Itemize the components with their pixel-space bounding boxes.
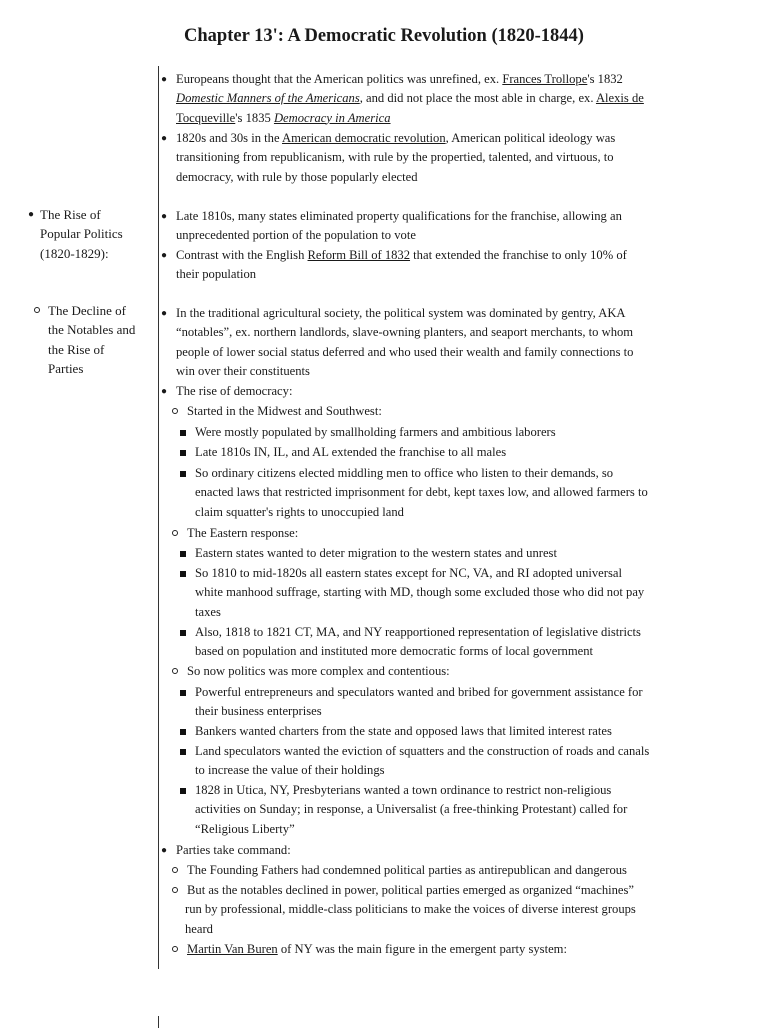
linked-term: Domestic Manners of the Americans (176, 91, 360, 106)
note-entry (195, 742, 649, 781)
note-text: to increase the value of their holdings (195, 763, 385, 778)
note-text: But as the notables declined in power, political parties emerged as organized “machines” (187, 883, 635, 897)
note-line (176, 168, 615, 187)
note-text: democracy, with rule by those popularly elected (176, 169, 418, 184)
note-line (195, 623, 641, 642)
note-line (176, 70, 644, 89)
note-line (176, 841, 291, 860)
note-text: their population (176, 267, 257, 282)
note-entry (187, 662, 450, 681)
note-text: that extended the franchise to only 10% of (410, 248, 627, 262)
note-text: win over their constituents (176, 363, 310, 378)
page-title: Chapter 13': A Democratic Revolution (1820-1844) (184, 26, 584, 46)
note-text: heard (185, 921, 213, 936)
linked-term: Democracy in America (273, 110, 391, 125)
note-entry (176, 304, 633, 381)
heading-line: Popular Politics (40, 226, 123, 242)
note-entry (176, 382, 292, 401)
note-text: unprecedented portion of the population to vote (176, 228, 416, 243)
bullet-square (180, 471, 186, 477)
note-line (176, 323, 633, 342)
note-line (187, 524, 298, 543)
note-line (176, 382, 292, 401)
note-text: So now politics was more complex and contentious: (187, 664, 450, 678)
note-entry (187, 881, 636, 939)
bullet-square (180, 788, 186, 794)
note-text: In the traditional agricultural society, the political system was dominated by gentry, AKA (176, 306, 626, 320)
note-entry (187, 940, 567, 959)
bullet-square (180, 749, 186, 755)
note-entry (195, 623, 641, 662)
bullet-square (180, 450, 186, 456)
note-line (185, 900, 636, 919)
heading-bullet-circle (34, 307, 40, 313)
note-text: , and did not place the most able in charge, ex. (359, 91, 596, 106)
section-heading (40, 205, 123, 263)
note-text: claim squatter's rights to unoccupied land (195, 504, 404, 519)
linked-term: Martin Van Buren (187, 942, 278, 956)
note-line (195, 761, 649, 780)
note-line (195, 781, 627, 800)
note-entry (187, 402, 382, 421)
note-line (195, 583, 644, 602)
note-line (187, 940, 567, 959)
note-line (176, 265, 627, 284)
note-line (195, 503, 648, 522)
note-text: transitioning from republicanism, with rule by the propertied, talented, and virtuous, to (176, 150, 614, 165)
note-text: enacted laws that restricted imprisonment for debt, kept taxes low, and allowed farmers to (195, 485, 648, 500)
note-text: 1828 in Utica, NY, Presbyterians wanted a town ordinance to restrict non-religious (195, 783, 612, 797)
note-entry (176, 70, 644, 128)
bullet-square (180, 630, 186, 636)
bullet-circle (172, 408, 178, 414)
note-line (195, 820, 627, 839)
note-text: their business enterprises (195, 704, 322, 719)
note-line (195, 423, 556, 442)
note-text: The rise of democracy: (176, 384, 293, 398)
note-line (187, 881, 636, 900)
bullet-disc: ● (161, 74, 168, 85)
note-line (195, 642, 641, 661)
note-line (195, 564, 644, 583)
note-line (195, 722, 612, 741)
note-text: “Religious Liberty” (195, 821, 295, 836)
column-divider-next-page (158, 1016, 159, 1028)
note-entry (195, 423, 556, 442)
note-text: based on population and instituted more democratic forms of local government (195, 644, 593, 659)
bullet-circle (172, 530, 178, 536)
note-text: taxes (195, 604, 221, 619)
note-entry (195, 683, 643, 722)
note-text: “notables”, ex. northern landlords, slave-owning planters, and seaport merchants, to whom (176, 325, 634, 340)
note-entry (187, 524, 298, 543)
note-line (185, 920, 636, 939)
note-line (195, 702, 643, 721)
bullet-circle (172, 946, 178, 952)
note-text: Parties take command: (176, 843, 291, 857)
note-line (195, 483, 648, 502)
note-line (176, 304, 633, 323)
linked-term: American democratic revolution (282, 131, 446, 145)
note-line (187, 662, 450, 681)
note-entry (195, 464, 648, 522)
note-text: Started in the Midwest and Southwest: (187, 404, 382, 418)
note-text: 's 1832 (587, 72, 623, 86)
bullet-disc: ● (161, 211, 168, 222)
heading-line: The Rise of (40, 207, 101, 222)
note-line (176, 89, 644, 108)
note-entry (187, 861, 627, 880)
note-text: Europeans thought that the American politics was unrefined, ex. (176, 72, 503, 86)
note-text: people of lower social status deferred and who used their wealth and family connections to (176, 344, 634, 359)
note-line (195, 683, 643, 702)
note-entry (195, 781, 627, 839)
bullet-disc: ● (161, 250, 168, 261)
bullet-disc: ● (161, 845, 168, 856)
note-text: activities on Sunday; in response, a Universalist (a free-thinking Protestant) called for (195, 802, 628, 817)
linked-term: Alexis de (595, 91, 644, 106)
note-entry (195, 443, 506, 462)
note-entry (195, 544, 557, 563)
note-entry (195, 722, 612, 741)
note-text: , American political ideology was (445, 131, 616, 145)
note-line (176, 362, 633, 381)
heading-line: Parties (48, 360, 84, 376)
note-line (195, 742, 649, 761)
column-divider (158, 66, 159, 969)
note-entry (176, 841, 291, 860)
note-line (176, 129, 615, 148)
linked-term: Reform Bill of 1832 (307, 248, 411, 262)
note-text: Contrast with the English (176, 248, 308, 262)
note-line (176, 343, 633, 362)
note-text: 1820s and 30s in the (176, 131, 282, 145)
note-line (187, 402, 382, 421)
note-text: Land speculators wanted the eviction of squatters and the construction of roads and canals (195, 744, 650, 758)
linked-term: Tocqueville (176, 110, 236, 125)
heading-line: the Rise of (48, 341, 105, 357)
note-entry (176, 129, 615, 187)
heading-bullet-disc: ● (28, 209, 35, 220)
note-text: Also, 1818 to 1821 CT, MA, and NY reapportioned representation of legislative districts (195, 625, 641, 639)
note-text: Eastern states wanted to deter migration to the western states and unrest (195, 546, 557, 560)
note-text: So ordinary citizens elected middling men to office who listen to their demands, so (195, 466, 614, 480)
note-text: The Founding Fathers had condemned political parties as antirepublican and dangerous (187, 863, 627, 877)
note-text: The Eastern response: (187, 526, 299, 540)
note-text: Powerful entrepreneurs and speculators wanted and bribed for government assistance for (195, 685, 643, 699)
bullet-circle (172, 867, 178, 873)
note-text: Late 1810s, many states eliminated property qualifications for the franchise, allowing an (176, 209, 622, 223)
note-text: Late 1810s IN, IL, and AL extended the franchise to all males (195, 445, 507, 459)
note-text: 's 1835 (235, 110, 274, 125)
heading-line: The Decline of (48, 303, 126, 318)
note-line (176, 148, 615, 167)
note-line (195, 544, 557, 563)
bullet-disc: ● (161, 386, 168, 397)
heading-line: (1820-1829): (40, 245, 109, 261)
note-text: run by professional, middle-class politicians to make the voices of diverse interest groups (185, 902, 636, 917)
bullet-square (180, 551, 186, 557)
note-line (176, 226, 622, 245)
note-line (187, 861, 627, 880)
note-entry (176, 207, 622, 246)
bullet-disc: ● (161, 308, 168, 319)
note-entry (195, 564, 644, 622)
note-line (195, 800, 627, 819)
heading-line: the Notables and (48, 322, 136, 338)
note-text: of NY was the main figure in the emergent party system: (277, 942, 567, 956)
note-line (176, 246, 627, 265)
bullet-square (180, 571, 186, 577)
note-line (195, 443, 506, 462)
bullet-circle (172, 668, 178, 674)
note-text: Bankers wanted charters from the state and opposed laws that limited interest rates (195, 724, 612, 738)
note-line (195, 464, 648, 483)
bullet-square (180, 729, 186, 735)
note-text: white manhood suffrage, starting with MD, though some excluded those who did not pay (195, 585, 645, 600)
note-line (176, 109, 644, 128)
bullet-disc: ● (161, 133, 168, 144)
note-entry (176, 246, 627, 285)
note-line (176, 207, 622, 226)
note-text: Were mostly populated by smallholding farmers and ambitious laborers (195, 425, 556, 439)
bullet-circle (172, 887, 178, 893)
note-line (195, 603, 644, 622)
subsection-heading (48, 301, 135, 378)
bullet-square (180, 690, 186, 696)
linked-term: Frances Trollope (502, 72, 588, 86)
note-text: So 1810 to mid-1820s all eastern states except for NC, VA, and RI adopted universal (195, 566, 622, 580)
bullet-square (180, 430, 186, 436)
